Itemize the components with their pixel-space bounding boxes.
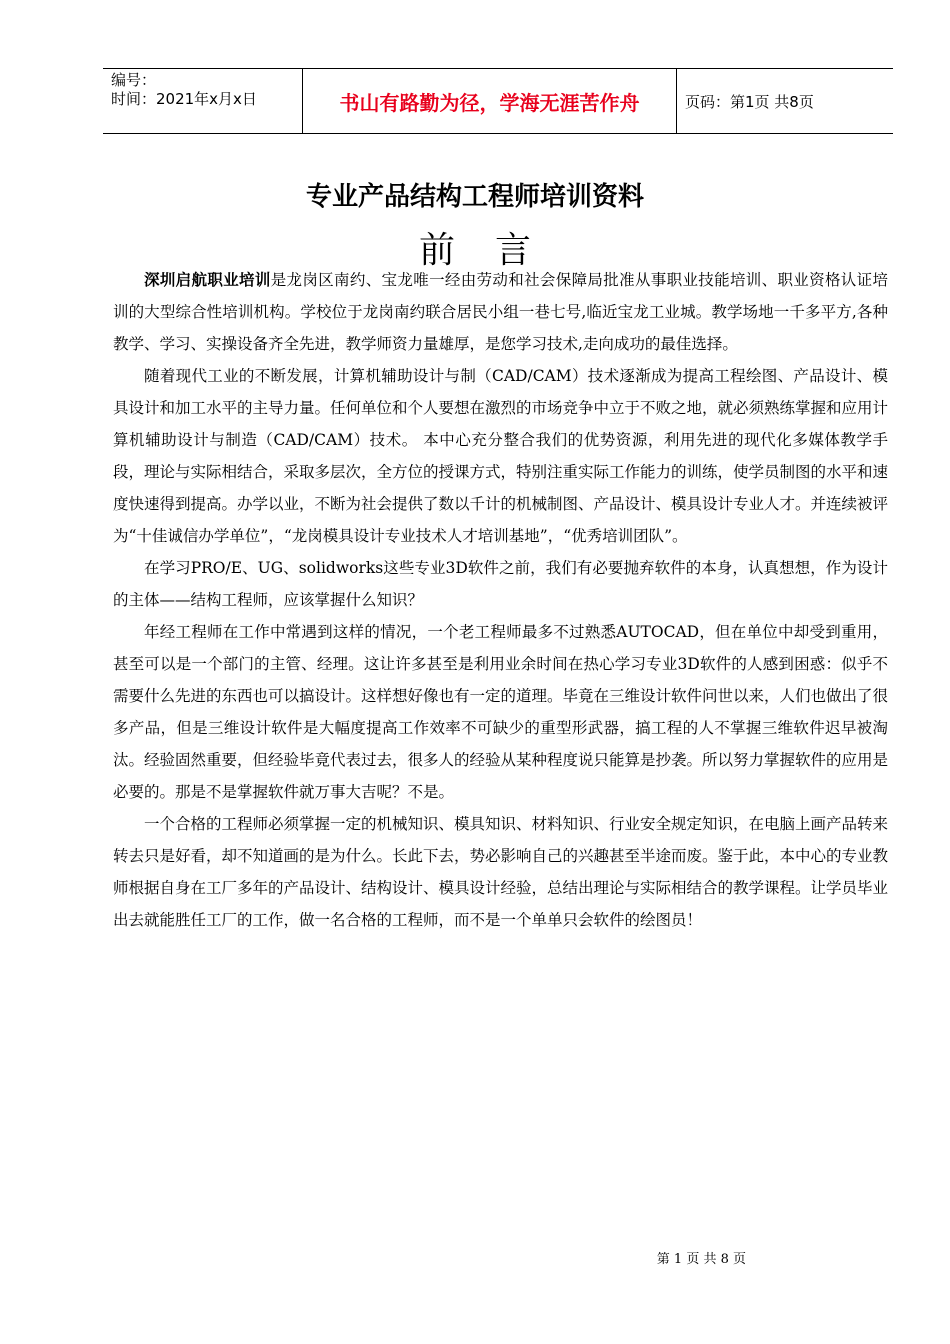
document-subtitle: 前言 bbox=[418, 230, 571, 271]
header-number: 编号： bbox=[111, 71, 157, 89]
paragraph bbox=[113, 264, 888, 360]
paragraph bbox=[113, 616, 888, 808]
paragraph-text: 随着现代工业的不断发展，计算机辅助设计与制（CAD/CAM）技术逐渐成为提高工程绘图、产品设计、模具设计和加工水平的主导力量。任何单位和个人要想在激烈的市场竞争中立于不败之地，就必须熟练掌握和应用计算机辅助设计与制造（CAD/CAM）技术。 本中心充分整合我们的优势资源，利用先进的现代化多媒体教学手段，理论与实际相结合，采取多层次，全方位的授课方式，特别注重实际工作能力的训练，使学员制图的水平和速度快速得到提高。办学以业，不断为社会提供了数以千计的机械制图、产品设计、模具设计专业人才。并连续被评为“十佳诚信办学单位”，“龙岗模具设计专业技术人才培训基地”，“优秀培训团队”。 bbox=[113, 367, 889, 545]
header-page-number: 页码：第1页 共8页 bbox=[685, 92, 814, 111]
document-body bbox=[113, 264, 888, 936]
paragraph-lead: 深圳启航职业培训 bbox=[144, 270, 271, 289]
paragraph bbox=[113, 552, 888, 616]
paragraph-text: 在学习PRO/E、UG、solidworks这些专业3D软件之前，我们有必要抛弃软件的本身，认真想想，作为设计的主体——结构工程师，应该掌握什么知识？ bbox=[113, 559, 888, 609]
header-motto: 书山有路勤为径，学海无涯苦作舟 bbox=[303, 69, 677, 133]
page-footer: 第 1 页 共 8 页 bbox=[656, 1252, 746, 1267]
page-header bbox=[103, 68, 893, 134]
document-title: 专业产品结构工程师培训资料 bbox=[305, 182, 644, 212]
paragraph bbox=[113, 360, 888, 552]
header-time: 时间：2021年x月x日 bbox=[111, 90, 257, 108]
paragraph bbox=[113, 808, 888, 936]
header-meta bbox=[103, 69, 303, 133]
paragraph-text: 是龙岗区南约、宝龙唯一经由劳动和社会保障局批准从事职业技能培训、职业资格认证培训的大型综合性培训机构。学校位于龙岗南约联合居民小组一巷七号,临近宝龙工业城。教学场地一千多平方,各种教学、学习、实操设备齐全先进，教学师资力量雄厚，是您学习技术,走向成功的最佳选择。 bbox=[113, 271, 888, 353]
paragraph-text: 年经工程师在工作中常遇到这样的情况，一个老工程师最多不过熟悉AUTOCAD，但在单位中却受到重用，甚至可以是一个部门的主管、经理。这让许多甚至是利用业余时间在热心学习专业3D软件的人感到困惑：似乎不需要什么先进的东西也可以搞设计。这样想好像也有一定的道理。毕竟在三维设计软件问世以来，人们也做出了很多产品，但是三维设计软件是大幅度提高工作效率不可缺少的重型形武器，搞工程的人不掌握三维软件迟早被淘汰。经验固然重要，但经验毕竟代表过去，很多人的经验从某种程度说只能算是抄袭。所以努力掌握软件的应用是必要的。那是不是掌握软件就万事大吉呢？不是。 bbox=[113, 623, 889, 801]
paragraph-text: 一个合格的工程师必须掌握一定的机械知识、模具知识、材料知识、行业安全规定知识，在电脑上画产品转来转去只是好看，却不知道画的是为什么。长此下去，势必影响自己的兴趣甚至半途而废。鉴于此，本中心的专业教师根据自身在工厂多年的产品设计、结构设计、模具设计经验，总结出理论与实际相结合的教学课程。让学员毕业出去就能胜任工厂的工作，做一名合格的工程师，而不是一个单单只会软件的绘图员！ bbox=[113, 815, 889, 929]
